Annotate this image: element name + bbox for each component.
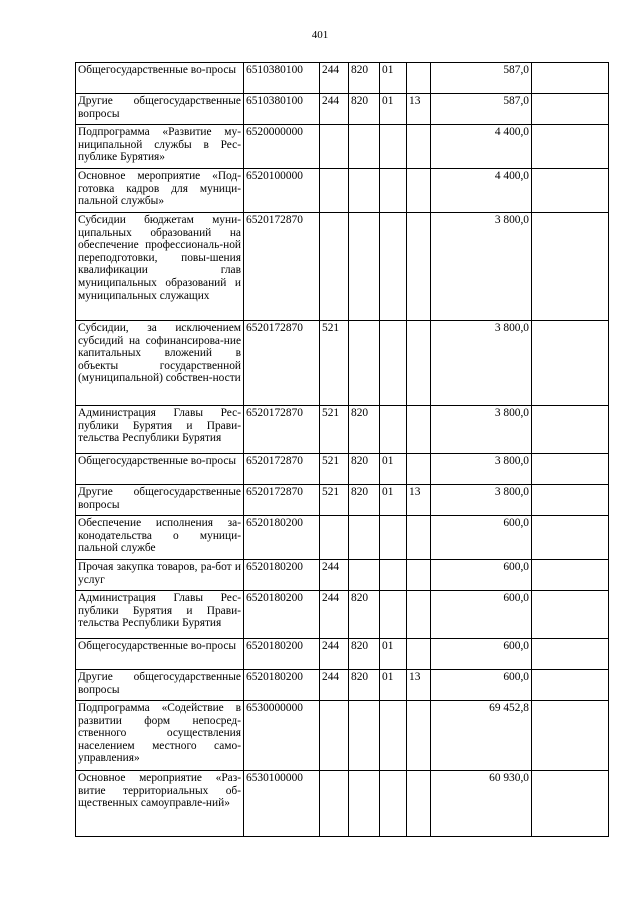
row-extra [532,516,609,560]
row-extra [532,771,609,837]
page-number: 401 [311,29,329,41]
row-amount: 3 800,0 [431,406,532,454]
row-name: Администрация Главы Рес-публики Бурятия и Прави-тельства Республики Бурятия [76,406,244,454]
row-rz [380,125,407,169]
row-pr [407,125,431,169]
row-grbs: 820 [349,94,380,125]
table-row [76,670,609,701]
row-vr: 521 [320,485,349,516]
row-name: Прочая закупка товаров, ра-бот и услуг [76,560,244,591]
row-extra [532,454,609,485]
row-extra [532,591,609,639]
row-rz [380,321,407,406]
row-extra [532,485,609,516]
row-vr [320,169,349,213]
row-name: Общегосударственные во-просы [76,454,244,485]
row-rz [380,591,407,639]
row-name: Подпрограмма «Содействие в развитии форм непосред-ственного осуществления населением местного само-управления» [76,701,244,771]
row-pr [407,406,431,454]
row-vr: 244 [320,670,349,701]
row-name: Основное мероприятие «Под-готовка кадров для муници-пальной службы» [76,169,244,213]
row-amount: 600,0 [431,639,532,670]
row-code: 6520172870 [244,485,320,516]
row-extra [532,169,609,213]
table-row [76,321,609,406]
row-pr: 13 [407,485,431,516]
row-grbs: 820 [349,591,380,639]
row-amount: 600,0 [431,591,532,639]
row-rz: 01 [380,485,407,516]
row-rz: 01 [380,63,407,94]
budget-table [75,62,609,837]
row-code: 6530100000 [244,771,320,837]
row-name: Субсидии, за исключением субсидий на софинансирова-ние капитальных вложений в объекты государственной (муниципальной) собствен-ности [76,321,244,406]
row-pr [407,771,431,837]
row-vr: 244 [320,63,349,94]
table-row [76,213,609,321]
row-vr: 244 [320,560,349,591]
row-name: Другие общегосударственные вопросы [76,94,244,125]
row-pr [407,63,431,94]
row-vr [320,771,349,837]
row-pr [407,454,431,485]
row-amount: 600,0 [431,516,532,560]
row-pr [407,701,431,771]
row-amount: 3 800,0 [431,454,532,485]
row-code: 6520172870 [244,321,320,406]
row-name: Общегосударственные во-просы [76,639,244,670]
table-row [76,485,609,516]
row-amount: 3 800,0 [431,321,532,406]
row-vr [320,213,349,321]
row-amount: 600,0 [431,670,532,701]
row-extra [532,94,609,125]
row-code: 6520172870 [244,213,320,321]
row-vr [320,516,349,560]
row-extra [532,125,609,169]
row-amount: 4 400,0 [431,169,532,213]
row-rz: 01 [380,454,407,485]
row-pr [407,560,431,591]
row-code: 6520180200 [244,639,320,670]
row-pr [407,639,431,670]
row-grbs [349,169,380,213]
row-pr [407,213,431,321]
row-grbs [349,213,380,321]
row-code: 6530000000 [244,701,320,771]
row-extra [532,670,609,701]
row-pr: 13 [407,94,431,125]
row-code: 6520180200 [244,670,320,701]
row-rz [380,213,407,321]
table-row [76,560,609,591]
row-code: 6510380100 [244,63,320,94]
row-grbs [349,560,380,591]
row-code: 6520172870 [244,406,320,454]
row-pr [407,169,431,213]
row-code: 6520100000 [244,169,320,213]
row-extra [532,406,609,454]
row-grbs [349,771,380,837]
row-vr: 244 [320,591,349,639]
row-grbs: 820 [349,639,380,670]
table-row [76,406,609,454]
row-grbs: 820 [349,670,380,701]
row-pr: 13 [407,670,431,701]
row-code: 6510380100 [244,94,320,125]
row-rz [380,406,407,454]
row-grbs [349,321,380,406]
row-grbs [349,125,380,169]
row-rz [380,771,407,837]
row-amount: 4 400,0 [431,125,532,169]
row-pr [407,516,431,560]
row-extra [532,321,609,406]
row-grbs: 820 [349,406,380,454]
row-code: 6520180200 [244,591,320,639]
row-amount: 3 800,0 [431,213,532,321]
table-row [76,63,609,94]
row-extra [532,560,609,591]
row-rz [380,560,407,591]
row-vr [320,125,349,169]
row-rz: 01 [380,94,407,125]
row-rz [380,169,407,213]
row-vr: 244 [320,94,349,125]
row-name: Общегосударственные во-просы [76,63,244,94]
row-vr: 521 [320,454,349,485]
row-amount: 60 930,0 [431,771,532,837]
row-name: Подпрограмма «Развитие му-ниципальной службы в Рес-публике Бурятия» [76,125,244,169]
row-vr: 521 [320,321,349,406]
table-body [76,63,609,837]
table-row [76,125,609,169]
table-row [76,516,609,560]
row-extra [532,701,609,771]
table-row [76,771,609,837]
table-row [76,591,609,639]
row-code: 6520172870 [244,454,320,485]
row-amount: 587,0 [431,94,532,125]
row-vr: 244 [320,639,349,670]
row-amount: 587,0 [431,63,532,94]
row-rz [380,516,407,560]
row-vr: 521 [320,406,349,454]
row-grbs [349,701,380,771]
row-name: Обеспечение исполнения за-конодательства о муници-пальной службе [76,516,244,560]
table-row [76,639,609,670]
row-name: Другие общегосударственные вопросы [76,670,244,701]
row-extra [532,639,609,670]
row-pr [407,321,431,406]
row-rz: 01 [380,670,407,701]
row-grbs [349,516,380,560]
row-code: 6520180200 [244,516,320,560]
row-rz: 01 [380,639,407,670]
row-pr [407,591,431,639]
row-vr [320,701,349,771]
table-row [76,701,609,771]
row-grbs: 820 [349,485,380,516]
row-name: Другие общегосударственные вопросы [76,485,244,516]
table-row [76,169,609,213]
row-extra [532,63,609,94]
row-amount: 600,0 [431,560,532,591]
row-name: Субсидии бюджетам муни-ципальных образований на обеспечение профессиональ-ной переподготовки, повы-шения квалификации глав муниципальных образований и муниципальных служащих [76,213,244,321]
row-grbs: 820 [349,454,380,485]
row-rz [380,701,407,771]
row-amount: 3 800,0 [431,485,532,516]
row-code: 6520000000 [244,125,320,169]
table-row [76,454,609,485]
row-extra [532,213,609,321]
row-name: Основное мероприятие «Раз-витие территориальных об-щественных самоуправле-ний» [76,771,244,837]
row-amount: 69 452,8 [431,701,532,771]
table-row [76,94,609,125]
row-name: Администрация Главы Рес-публики Бурятия и Прави-тельства Республики Бурятия [76,591,244,639]
row-code: 6520180200 [244,560,320,591]
row-grbs: 820 [349,63,380,94]
